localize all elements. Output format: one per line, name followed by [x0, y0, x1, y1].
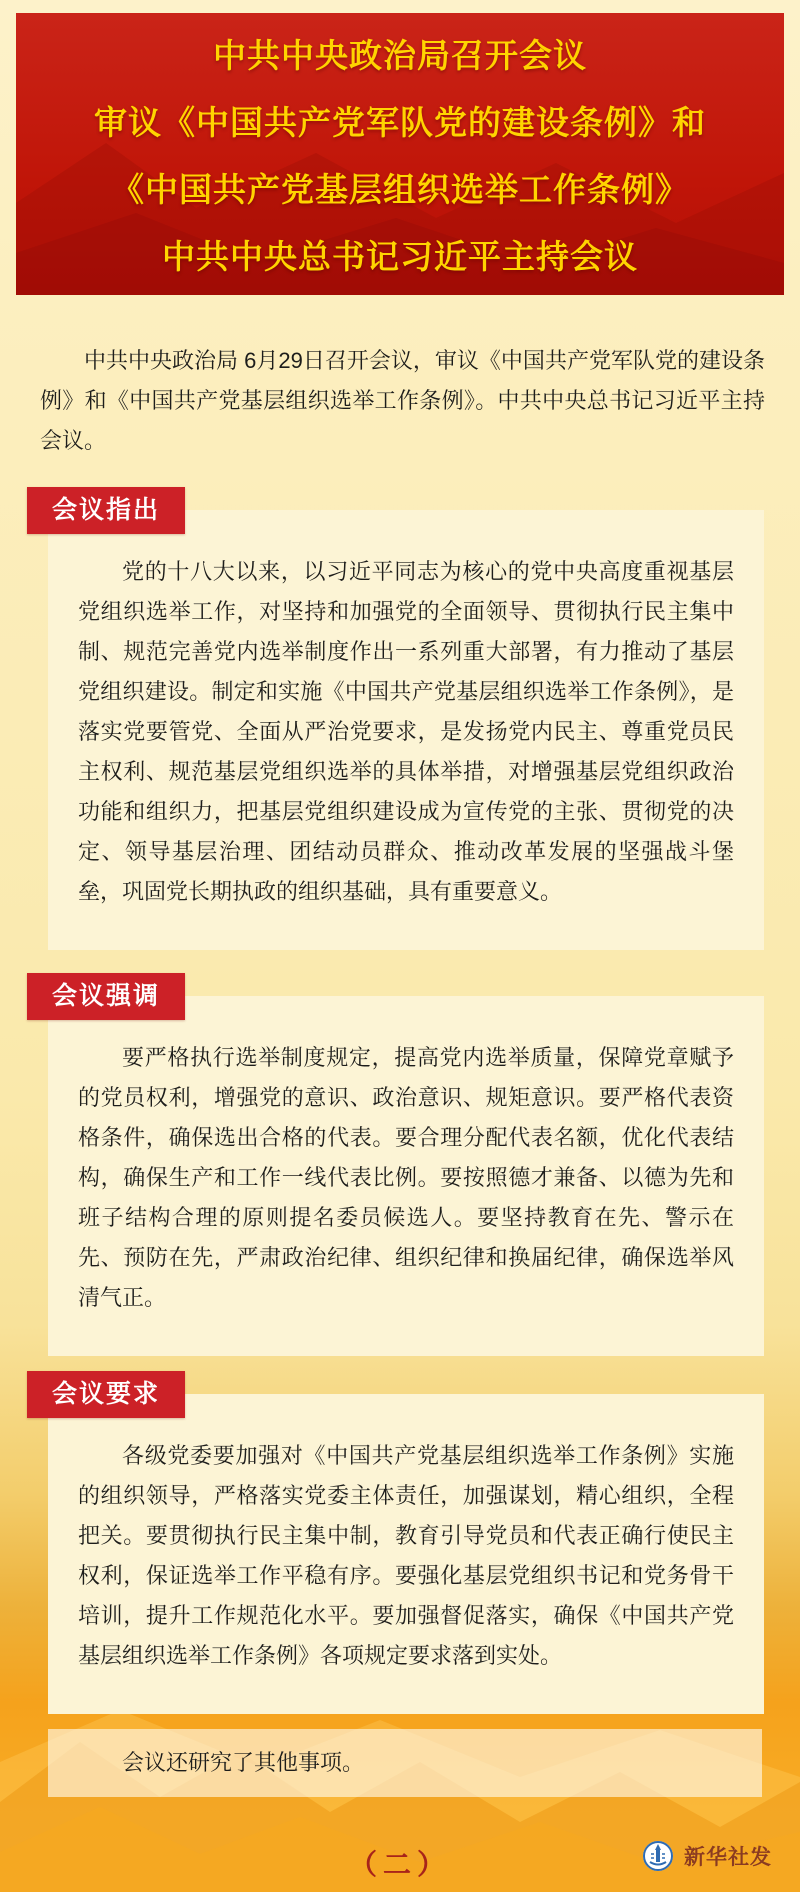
page-number-marker: （二）	[348, 1849, 451, 1880]
section-paragraph: 党的十八大以来，以习近平同志为核心的党中央高度重视基层党组织选举工作，对坚持和加强党的全面领导、贯彻执行民主集中制、规范完善党内选举制度作出一系列重大部署，有力推动了基层党组织建设。制定和实施《中国共产党基层组织选举工作条例》，是落实党要管党、全面从严治党要求，是发扬党内民主、尊重党员民主权利、规范基层党组织选举的具体举措，对增强基层党组织政治功能和组织力，把基层党组织建设成为宣传党的主张、贯彻党的决定、领导基层治理、团结动员群众、推动改革发展的坚强战斗堡垒，巩固党长期执政的组织基础，具有重要意义。	[78, 559, 734, 904]
section-paragraph: 各级党委要加强对《中国共产党基层组织选举工作条例》实施的组织领导，严格落实党委主体责任，加强谋划，精心组织，全程把关。要贯彻执行民主集中制，教育引导党员和代表正确行使民主权利，保证选举工作平稳有序。要强化基层党组织书记和党务骨干培训，提升工作规范化水平。要加强督促落实，确保《中国共产党基层组织选举工作条例》各项规定要求落到实处。	[78, 1443, 734, 1668]
closing-note-box	[48, 1729, 762, 1797]
section-box-huiyi-yaoqiu	[48, 1394, 764, 1714]
section-label-huiyi-yaoqiu: 会议要求	[27, 1371, 185, 1418]
title-line-2: 审议《中国共产党军队党的建设条例》和	[94, 104, 706, 141]
credit-label: 新华社发	[684, 1846, 772, 1869]
header-banner	[16, 13, 784, 295]
intro-paragraph: 中共中央政治局 6月29日召开会议，审议《中国共产党军队党的建设条例》和《中国共产党基层组织选举工作条例》。中共中央总书记习近平主持会议。	[40, 348, 765, 453]
section-box-huiyi-zhichu	[48, 510, 764, 950]
title-line-3: 《中国共产党基层组织选举工作条例》	[111, 171, 689, 208]
section-label-huiyi-zhichu: 会议指出	[27, 487, 185, 534]
title-line-1: 中共中央政治局召开会议	[213, 37, 587, 74]
closing-note-text: 会议还研究了其他事项。	[122, 1750, 365, 1775]
agency-credit	[642, 1840, 772, 1872]
section-box-huiyi-qiangdiao	[48, 996, 764, 1356]
page-title	[16, 13, 784, 295]
xinhua-emblem-icon	[642, 1840, 674, 1872]
section-label-huiyi-qiangdiao: 会议强调	[27, 973, 185, 1020]
title-line-4: 中共中央总书记习近平主持会议	[162, 238, 638, 275]
section-paragraph: 要严格执行选举制度规定，提高党内选举质量，保障党章赋予的党员权利，增强党的意识、政治意识、规矩意识。要严格代表资格条件，确保选出合格的代表。要合理分配代表名额，优化代表结构，确保生产和工作一线代表比例。要按照德才兼备、以德为先和班子结构合理的原则提名委员候选人。要坚持教育在先、警示在先、预防在先，严肃政治纪律、组织纪律和换届纪律，确保选举风清气正。	[78, 1045, 734, 1310]
